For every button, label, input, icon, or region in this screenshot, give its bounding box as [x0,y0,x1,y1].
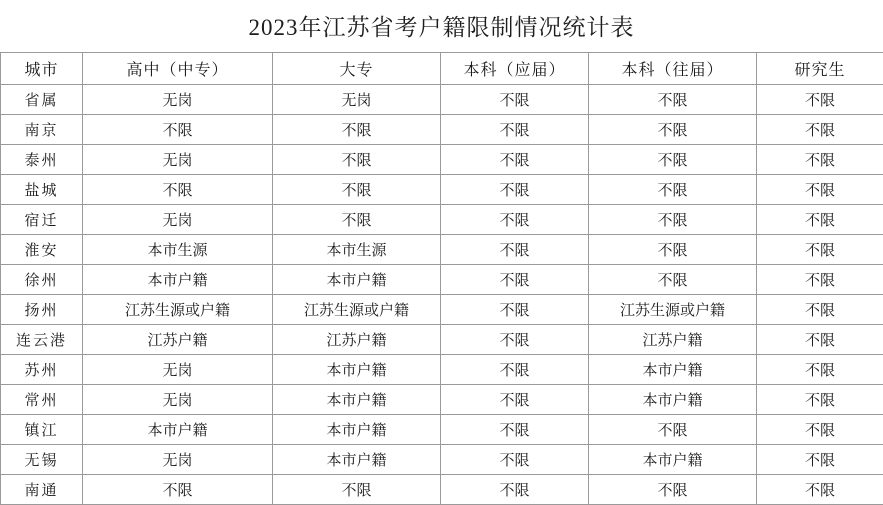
statistics-table [0,52,883,505]
table-row [1,205,883,235]
value-cell: 本市户籍 [273,355,441,385]
value-cell: 江苏户籍 [273,325,441,355]
value-cell: 不限 [441,415,589,445]
city-cell: 徐州 [1,265,83,295]
city-cell: 连云港 [1,325,83,355]
column-header: 本科（往届） [589,53,757,85]
table-header-row [1,53,883,85]
value-cell: 本市户籍 [589,385,757,415]
value-cell: 不限 [441,355,589,385]
column-header: 城市 [1,53,83,85]
value-cell: 不限 [757,325,883,355]
value-cell: 不限 [589,475,757,505]
value-cell: 不限 [83,115,273,145]
value-cell: 不限 [441,325,589,355]
value-cell: 不限 [589,145,757,175]
column-header: 研究生 [757,53,883,85]
value-cell: 无岗 [83,145,273,175]
table-row [1,385,883,415]
value-cell: 不限 [757,445,883,475]
value-cell: 不限 [757,115,883,145]
column-header: 大专 [273,53,441,85]
value-cell: 不限 [441,175,589,205]
value-cell: 无岗 [273,85,441,115]
value-cell: 不限 [441,145,589,175]
value-cell: 不限 [273,175,441,205]
value-cell: 不限 [441,385,589,415]
table-row [1,295,883,325]
value-cell: 本市户籍 [273,385,441,415]
value-cell: 不限 [757,355,883,385]
value-cell: 不限 [273,115,441,145]
value-cell: 本市户籍 [83,415,273,445]
value-cell: 不限 [757,205,883,235]
value-cell: 无岗 [83,445,273,475]
city-cell: 镇江 [1,415,83,445]
table-row [1,445,883,475]
value-cell: 不限 [757,265,883,295]
value-cell: 不限 [589,415,757,445]
value-cell: 江苏户籍 [589,325,757,355]
value-cell: 本市户籍 [83,265,273,295]
city-cell: 宿迁 [1,205,83,235]
value-cell: 本市户籍 [589,355,757,385]
table-row [1,115,883,145]
table-row [1,415,883,445]
value-cell: 江苏生源或户籍 [83,295,273,325]
value-cell: 不限 [757,475,883,505]
value-cell: 无岗 [83,355,273,385]
value-cell: 不限 [273,145,441,175]
value-cell: 无岗 [83,385,273,415]
table-row [1,145,883,175]
value-cell: 不限 [441,265,589,295]
value-cell: 不限 [589,175,757,205]
city-cell: 苏州 [1,355,83,385]
value-cell: 不限 [83,175,273,205]
city-cell: 常州 [1,385,83,415]
value-cell: 不限 [441,85,589,115]
table-row [1,355,883,385]
value-cell: 不限 [757,85,883,115]
table-row [1,175,883,205]
value-cell: 不限 [589,115,757,145]
value-cell: 江苏生源或户籍 [273,295,441,325]
value-cell: 无岗 [83,205,273,235]
value-cell: 本市生源 [83,235,273,265]
column-header: 本科（应届） [441,53,589,85]
value-cell: 不限 [757,385,883,415]
city-cell: 南通 [1,475,83,505]
value-cell: 不限 [589,85,757,115]
value-cell: 不限 [589,205,757,235]
table-row [1,325,883,355]
value-cell: 不限 [273,205,441,235]
value-cell: 不限 [757,175,883,205]
city-cell: 省属 [1,85,83,115]
table-row [1,85,883,115]
value-cell: 不限 [757,235,883,265]
value-cell: 不限 [83,475,273,505]
table-row [1,235,883,265]
page-title: 2023年江苏省考户籍限制情况统计表 [0,0,883,52]
value-cell: 本市生源 [273,235,441,265]
value-cell: 不限 [589,265,757,295]
value-cell: 不限 [757,145,883,175]
value-cell: 本市户籍 [589,445,757,475]
value-cell: 不限 [441,115,589,145]
value-cell: 江苏户籍 [83,325,273,355]
value-cell: 无岗 [83,85,273,115]
value-cell: 不限 [273,475,441,505]
value-cell: 不限 [441,295,589,325]
value-cell: 江苏生源或户籍 [589,295,757,325]
city-cell: 无锡 [1,445,83,475]
value-cell: 本市户籍 [273,445,441,475]
value-cell: 不限 [441,235,589,265]
value-cell: 不限 [441,445,589,475]
city-cell: 盐城 [1,175,83,205]
value-cell: 不限 [441,475,589,505]
value-cell: 本市户籍 [273,415,441,445]
table-body [1,53,883,505]
value-cell: 本市户籍 [273,265,441,295]
table-row [1,265,883,295]
column-header: 高中（中专） [83,53,273,85]
value-cell: 不限 [441,205,589,235]
value-cell: 不限 [589,235,757,265]
city-cell: 扬州 [1,295,83,325]
value-cell: 不限 [757,415,883,445]
city-cell: 南京 [1,115,83,145]
value-cell: 不限 [757,295,883,325]
city-cell: 泰州 [1,145,83,175]
city-cell: 淮安 [1,235,83,265]
